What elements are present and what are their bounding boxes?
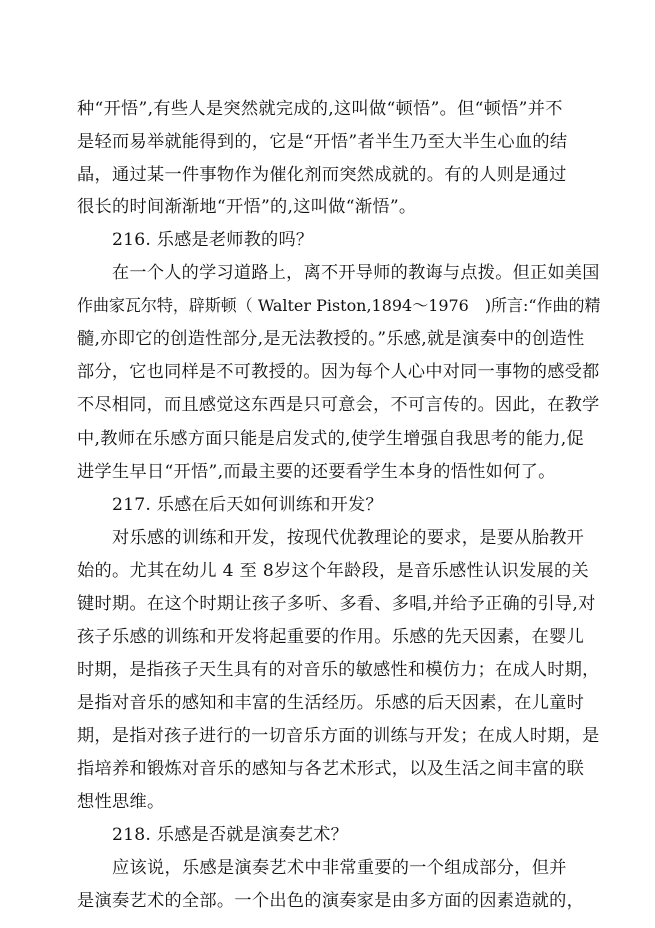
section-heading: 218. 乐感是否就是演奏艺术？ bbox=[112, 824, 348, 845]
section-heading: 217. 乐感在后天如何训练和开发？ bbox=[112, 494, 383, 515]
text-line: 晶，通过某一件事物作为催化剂而突然成就的。有的人则是通过 bbox=[77, 165, 567, 186]
text-line: 想性思维。 bbox=[77, 791, 165, 812]
text-line: 对乐感的训练和开发，按现代优教理论的要求，是要从胎教开 bbox=[112, 527, 585, 548]
text-line: 是演奏艺术的全部。一个出色的演奏家是由多方面的因素造就的， bbox=[77, 891, 585, 911]
text-line: 髓,亦即它的创造性部分,是无法教授的。”乐感,就是演奏中的创造性 bbox=[77, 329, 585, 350]
text-line: 是轻而易举就能得到的，它是“开悟”者半生乃至大半生心血的结 bbox=[77, 132, 568, 152]
text-line: 指培养和锻炼对音乐的感知与各艺术形式，以及生活之间丰富的联 bbox=[77, 758, 585, 779]
text-line: 进学生早日“开悟”,而最主要的还要看学生本身的悟性如何了。 bbox=[77, 461, 556, 482]
text-line: 应该说，乐感是演奏艺术中非常重要的一个组成部分，但并 bbox=[112, 858, 567, 878]
text-line: 很长的时间渐渐地“开悟”的,这叫做“渐悟”。 bbox=[77, 197, 417, 218]
text-line: 在一个人的学习道路上，离不开导师的教诲与点拨。但正如美国 bbox=[112, 263, 600, 284]
text-line: 孩子乐感的训练和开发将起重要的作用。乐感的先天因素，在婴儿 bbox=[77, 626, 585, 647]
text-line: 时期，是指孩子天生具有的对音乐的敏感性和模仿力；在成人时期， bbox=[77, 659, 600, 680]
section-heading: 216. 乐感是老师教的吗？ bbox=[112, 230, 314, 251]
text-line: 种“开悟”,有些人是突然就完成的,这叫做“顿悟”。但“顿悟”并不 bbox=[77, 99, 563, 119]
text-line: 不尽相同，而且感觉这东西是只可意会，不可言传的。因此，在教学 bbox=[77, 395, 600, 416]
text-line: 键时期。在这个时期让孩子多听、多看、多唱,并给予正确的引导,对 bbox=[77, 593, 596, 614]
text-line: 作曲家瓦尔特，辟斯顿（ Walter Piston,1894～1976 )所言:“作曲的精 bbox=[77, 296, 601, 316]
text-line: 中,教师在乐感方面只能是启发式的,使学生增强自我思考的能力,促 bbox=[77, 428, 584, 449]
text-line: 期，是指对孩子进行的一切音乐方面的训练与开发；在成人时期，是 bbox=[77, 725, 600, 746]
text-line: 是指对音乐的感知和丰富的生活经历。乐感的后天因素，在儿童时 bbox=[77, 692, 585, 713]
text-line: 部分，它也同样是不可教授的。因为每个人心中对同一事物的感受都 bbox=[77, 362, 600, 383]
text-line: 始的。尤其在幼儿 4 至 8岁这个年龄段，是音乐感性认识发展的关 bbox=[77, 560, 589, 581]
